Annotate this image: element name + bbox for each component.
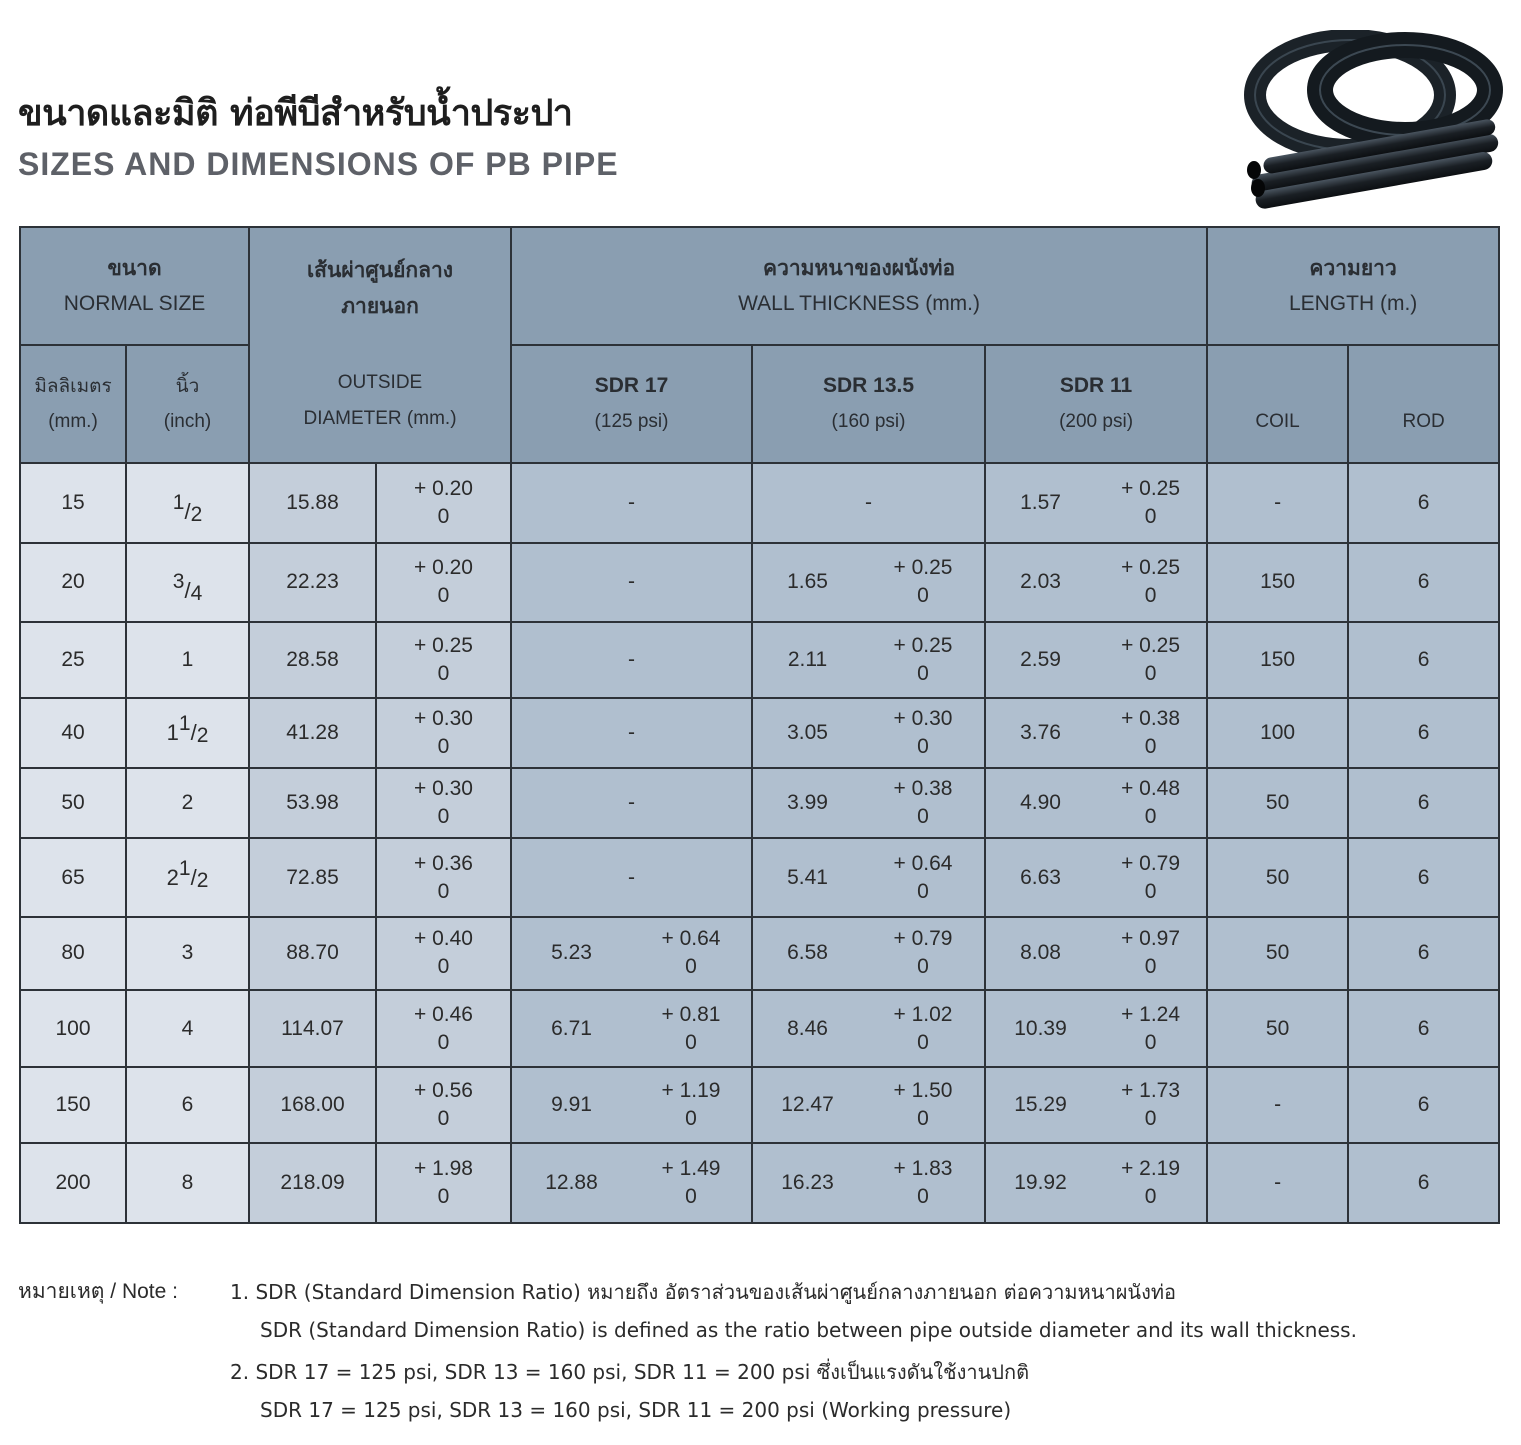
size-mm: 100 [20, 990, 126, 1067]
table-row [20, 990, 1499, 1067]
length-rod: 6 [1348, 990, 1499, 1067]
length-coil: 150 [1207, 543, 1348, 621]
size-mm: 150 [20, 1067, 126, 1142]
sdr11-value: 1.57 [985, 463, 1095, 543]
od-tolerance: + 0.36 0 [376, 838, 511, 916]
length-rod: 6 [1348, 838, 1499, 916]
outside-diameter: 53.98 [249, 768, 376, 838]
sdr17-value: 9.91 [511, 1067, 631, 1142]
sdr135-value: 16.23 [752, 1143, 862, 1223]
table-row [20, 838, 1499, 916]
table-row [20, 768, 1499, 838]
od-tolerance: + 0.56 0 [376, 1067, 511, 1142]
size-inch: 3 / 4 [126, 543, 249, 621]
table-row [20, 463, 1499, 543]
sdr135-value: 3.05 [752, 698, 862, 768]
outside-diameter: 72.85 [249, 838, 376, 916]
sdr135-tolerance: + 0.38 0 [862, 768, 985, 838]
outside-diameter: 22.23 [249, 543, 376, 621]
note-line-1: 1. SDR (Standard Dimension Ratio) หมายถึง อัตราส่วนของเส้นผ่าศูนย์กลางภายนอก ต่อความหนาผนังท่อ [230, 1280, 1177, 1304]
sdr135-tolerance: + 0.64 0 [862, 838, 985, 916]
sdr17-value: - [511, 768, 752, 838]
od-tolerance: + 0.30 0 [376, 698, 511, 768]
sdr135-tolerance: + 0.79 0 [862, 917, 985, 990]
table-row [20, 543, 1499, 621]
sdr17-value: - [511, 543, 752, 621]
sdr11-tolerance: + 0.25 0 [1095, 622, 1207, 698]
size-inch: 1 1 / 2 [126, 698, 249, 768]
note-line-2: SDR (Standard Dimension Ratio) is defined as the ratio between pipe outside diameter and its wall thickness. [260, 1318, 1357, 1342]
length-coil: 50 [1207, 768, 1348, 838]
sdr11-tolerance: + 0.97 0 [1095, 917, 1207, 990]
sdr135-tolerance: + 1.50 0 [862, 1067, 985, 1142]
outside-diameter: 41.28 [249, 698, 376, 768]
table-row [20, 698, 1499, 768]
size-mm: 40 [20, 698, 126, 768]
outside-diameter: 15.88 [249, 463, 376, 543]
size-inch: 4 [126, 990, 249, 1067]
length-coil: - [1207, 1143, 1348, 1223]
size-mm: 15 [20, 463, 126, 543]
header-sdr13-5: SDR 13.5 (160 psi) [752, 345, 985, 463]
sdr135-tolerance: + 0.30 0 [862, 698, 985, 768]
length-rod: 6 [1348, 917, 1499, 990]
pipe-dimensions-table [19, 226, 1500, 1224]
sdr11-value: 8.08 [985, 917, 1095, 990]
length-coil: 50 [1207, 838, 1348, 916]
sdr11-tolerance: + 2.19 0 [1095, 1143, 1207, 1223]
table-row [20, 1143, 1499, 1223]
length-rod: 6 [1348, 768, 1499, 838]
size-inch: 3 [126, 917, 249, 990]
sdr17-value: - [511, 622, 752, 698]
header-millimeter: มิลลิเมตร (mm.) [20, 345, 126, 463]
sdr135-value: 2.11 [752, 622, 862, 698]
outside-diameter: 218.09 [249, 1143, 376, 1223]
od-tolerance: + 0.20 0 [376, 543, 511, 621]
note-line-3: 2. SDR 17 = 125 psi, SDR 13 = 160 psi, SDR 11 = 200 psi ซึ่งเป็นแรงดันใช้งานปกติ [230, 1360, 1030, 1384]
size-mm: 20 [20, 543, 126, 621]
sdr17-value: - [511, 838, 752, 916]
sdr17-tolerance: + 1.19 0 [631, 1067, 752, 1142]
size-inch: 2 1 / 2 [126, 838, 249, 916]
od-tolerance: + 0.46 0 [376, 990, 511, 1067]
header-sdr11: SDR 11 (200 psi) [985, 345, 1207, 463]
header-sdr17: SDR 17 (125 psi) [511, 345, 752, 463]
outside-diameter: 114.07 [249, 990, 376, 1067]
sdr135-value: 6.58 [752, 917, 862, 990]
outside-diameter: 168.00 [249, 1067, 376, 1142]
sdr11-tolerance: + 0.25 0 [1095, 543, 1207, 621]
sdr17-value: 5.23 [511, 917, 631, 990]
sdr135-value: 12.47 [752, 1067, 862, 1142]
outside-diameter: 88.70 [249, 917, 376, 990]
header-normal-size: ขนาด NORMAL SIZE [20, 227, 249, 345]
sdr17-value: 6.71 [511, 990, 631, 1067]
note-label: หมายเหตุ / Note : [18, 1280, 178, 1303]
length-coil: 50 [1207, 917, 1348, 990]
sdr11-value: 6.63 [985, 838, 1095, 916]
outside-diameter: 28.58 [249, 622, 376, 698]
sdr135-tolerance: + 1.02 0 [862, 990, 985, 1067]
header-outside-diameter: เส้นผ่าศูนย์กลาง ภายนอก OUTSIDE DIAMETER (mm.) [249, 227, 511, 463]
header-inch: นิ้ว (inch) [126, 345, 249, 463]
length-rod: 6 [1348, 1067, 1499, 1142]
sdr11-value: 10.39 [985, 990, 1095, 1067]
page-title-thai: ขนาดและมิติ ท่อพีบีสำหรับน้ำประปา [18, 93, 573, 134]
sdr135-tolerance: + 0.25 0 [862, 543, 985, 621]
length-coil: - [1207, 463, 1348, 543]
header-length: ความยาว LENGTH (m.) [1207, 227, 1499, 345]
size-inch: 8 [126, 1143, 249, 1223]
length-coil: 50 [1207, 990, 1348, 1067]
table-row [20, 1067, 1499, 1142]
size-inch: 6 [126, 1067, 249, 1142]
sdr11-value: 2.59 [985, 622, 1095, 698]
size-mm: 50 [20, 768, 126, 838]
sdr135-tolerance: + 0.25 0 [862, 622, 985, 698]
header-wall-thickness: ความหนาของผนังท่อ WALL THICKNESS (mm.) [511, 227, 1207, 345]
size-mm: 65 [20, 838, 126, 916]
sdr17-tolerance: + 0.81 0 [631, 990, 752, 1067]
length-rod: 6 [1348, 622, 1499, 698]
length-coil: - [1207, 1067, 1348, 1142]
sdr11-tolerance: + 0.48 0 [1095, 768, 1207, 838]
sdr17-tolerance: + 1.49 0 [631, 1143, 752, 1223]
size-mm: 80 [20, 917, 126, 990]
length-rod: 6 [1348, 543, 1499, 621]
sdr11-value: 19.92 [985, 1143, 1095, 1223]
sdr11-value: 2.03 [985, 543, 1095, 621]
sdr135-value: 3.99 [752, 768, 862, 838]
od-tolerance: + 0.25 0 [376, 622, 511, 698]
sdr17-value: 12.88 [511, 1143, 631, 1223]
sdr17-value: - [511, 698, 752, 768]
sdr11-tolerance: + 0.25 0 [1095, 463, 1207, 543]
header-coil: COIL [1207, 345, 1348, 463]
length-rod: 6 [1348, 463, 1499, 543]
sdr11-value: 4.90 [985, 768, 1095, 838]
sdr11-value: 3.76 [985, 698, 1095, 768]
note-line-4: SDR 17 = 125 psi, SDR 13 = 160 psi, SDR 11 = 200 psi (Working pressure) [260, 1398, 1012, 1422]
size-mm: 200 [20, 1143, 126, 1223]
sdr11-tolerance: + 0.38 0 [1095, 698, 1207, 768]
length-rod: 6 [1348, 698, 1499, 768]
sdr11-tolerance: + 1.24 0 [1095, 990, 1207, 1067]
od-tolerance: + 0.20 0 [376, 463, 511, 543]
sdr135-value: - [752, 463, 985, 543]
size-mm: 25 [20, 622, 126, 698]
table-row [20, 622, 1499, 698]
size-inch: 2 [126, 768, 249, 838]
page-title-english: SIZES AND DIMENSIONS OF PB PIPE [18, 146, 619, 182]
size-inch: 1 [126, 622, 249, 698]
pipe-coil-photo [1240, 30, 1505, 210]
sdr11-tolerance: + 1.73 0 [1095, 1067, 1207, 1142]
length-coil: 100 [1207, 698, 1348, 768]
sdr135-value: 1.65 [752, 543, 862, 621]
sdr17-value: - [511, 463, 752, 543]
sdr17-tolerance: + 0.64 0 [631, 917, 752, 990]
sdr135-value: 5.41 [752, 838, 862, 916]
od-tolerance: + 1.98 0 [376, 1143, 511, 1223]
od-tolerance: + 0.30 0 [376, 768, 511, 838]
length-coil: 150 [1207, 622, 1348, 698]
size-inch: 1 / 2 [126, 463, 249, 543]
od-tolerance: + 0.40 0 [376, 917, 511, 990]
sdr135-tolerance: + 1.83 0 [862, 1143, 985, 1223]
sdr11-tolerance: + 0.79 0 [1095, 838, 1207, 916]
sdr135-value: 8.46 [752, 990, 862, 1067]
header-rod: ROD [1348, 345, 1499, 463]
table-row [20, 917, 1499, 990]
sdr11-value: 15.29 [985, 1067, 1095, 1142]
length-rod: 6 [1348, 1143, 1499, 1223]
